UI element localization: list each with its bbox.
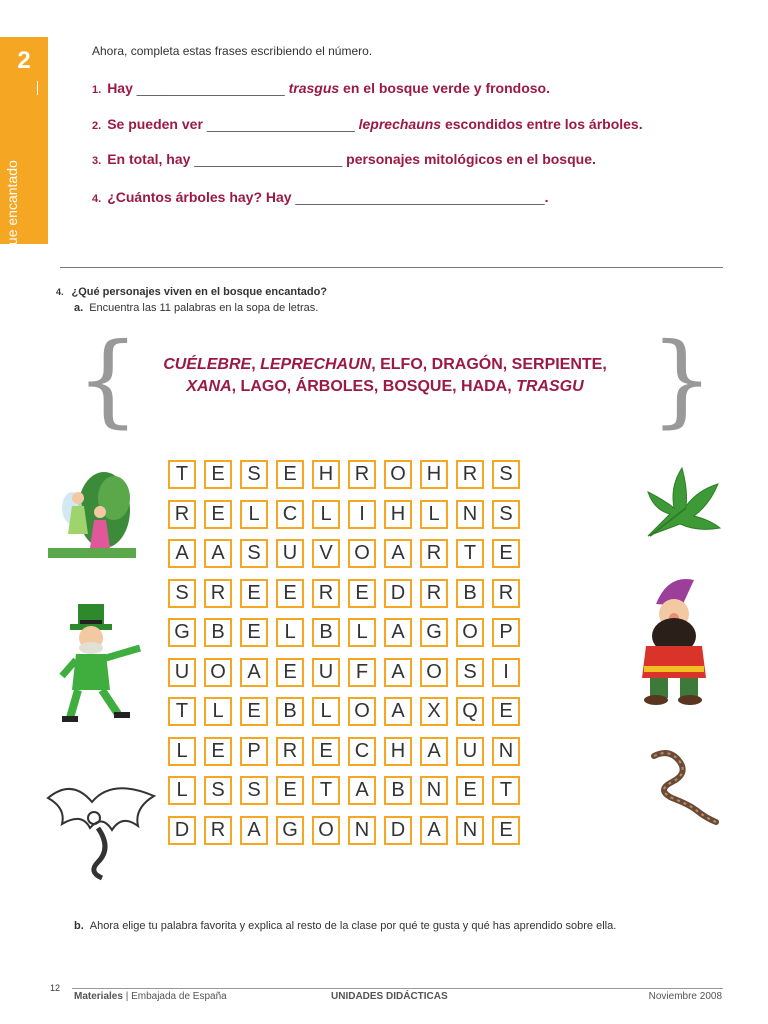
grid-cell[interactable]: T [492, 776, 520, 805]
grid-cell[interactable]: S [492, 500, 520, 529]
grid-cell[interactable]: R [312, 579, 340, 608]
grid-cell[interactable]: L [168, 776, 196, 805]
grid-cell[interactable]: T [312, 776, 340, 805]
grid-cell[interactable]: E [276, 460, 304, 489]
grid-cell[interactable]: G [276, 816, 304, 845]
question-4: 4. ¿Qué personajes viven en el bosque encantado? [56, 286, 328, 298]
grid-cell[interactable]: S [168, 579, 196, 608]
grid-cell[interactable]: B [312, 618, 340, 647]
grid-cell[interactable]: E [492, 697, 520, 726]
trasgu-illustration [624, 574, 726, 708]
grid-cell[interactable]: L [348, 618, 376, 647]
grid-cell[interactable]: R [420, 539, 448, 568]
question-4a: a. Encuentra las 11 palabras en la sopa de letras. [74, 302, 319, 314]
grid-cell[interactable]: E [276, 579, 304, 608]
grid-cell[interactable]: U [276, 539, 304, 568]
sentence-4: 4. ¿Cuántos árboles hay? Hay ________________________________. [92, 189, 549, 205]
grid-cell[interactable]: E [312, 737, 340, 766]
grid-row [168, 500, 608, 529]
grid-cell[interactable]: H [384, 500, 412, 529]
grid-cell[interactable]: S [240, 460, 268, 489]
grid-cell[interactable]: R [204, 816, 232, 845]
leprechaun-illustration [58, 600, 154, 728]
grid-cell[interactable]: I [348, 500, 376, 529]
grid-cell[interactable]: V [312, 539, 340, 568]
footer-left: Materiales | Embajada de España [74, 991, 227, 1002]
grid-cell[interactable]: D [384, 579, 412, 608]
grid-cell[interactable]: U [312, 658, 340, 687]
grid-cell[interactable]: A [240, 816, 268, 845]
grid-row [168, 737, 608, 766]
grid-cell[interactable]: O [312, 816, 340, 845]
unit-tab [0, 37, 48, 277]
fairies-illustration [44, 468, 136, 560]
footer-center: UNIDADES DIDÁCTICAS [331, 991, 448, 1002]
grid-cell[interactable]: O [348, 539, 376, 568]
grid-cell[interactable]: B [204, 618, 232, 647]
grid-cell[interactable]: X [420, 697, 448, 726]
grid-cell[interactable]: O [384, 460, 412, 489]
grid-row [168, 816, 608, 845]
grid-cell[interactable]: N [348, 816, 376, 845]
grid-cell[interactable]: S [204, 776, 232, 805]
grid-cell[interactable]: A [168, 539, 196, 568]
grid-row [168, 618, 608, 647]
footer-right: Noviembre 2008 [648, 991, 722, 1002]
grid-cell[interactable]: L [168, 737, 196, 766]
grid-cell[interactable]: L [420, 500, 448, 529]
grid-cell[interactable]: L [204, 697, 232, 726]
word-bank-line-2: XANA, LAGO, ÁRBOLES, BOSQUE, HADA, TRASGU [186, 378, 584, 395]
word-bank-line-1: CUÉLEBRE, LEPRECHAUN, ELFO, DRAGÓN, SERPIENTE, [163, 356, 607, 373]
grid-cell[interactable]: E [276, 776, 304, 805]
intro-text: Ahora, completa estas frases escribiendo el número. [92, 44, 373, 58]
grid-cell[interactable]: C [348, 737, 376, 766]
sentence-3: 3. En total, hay ___________________ personajes mitológicos en el bosque. [92, 151, 596, 167]
grid-cell[interactable]: E [492, 816, 520, 845]
grid-cell[interactable]: R [456, 460, 484, 489]
section-divider [60, 267, 723, 268]
word-search-grid [168, 460, 608, 855]
grid-cell[interactable]: R [348, 460, 376, 489]
grid-cell[interactable]: R [276, 737, 304, 766]
grid-cell[interactable]: O [348, 697, 376, 726]
grid-cell[interactable]: E [240, 697, 268, 726]
grid-row [168, 697, 608, 726]
grid-cell[interactable]: H [420, 460, 448, 489]
grid-cell[interactable]: D [168, 816, 196, 845]
grid-row [168, 658, 608, 687]
grid-cell[interactable]: C [276, 500, 304, 529]
grid-cell[interactable]: I [492, 658, 520, 687]
grid-row [168, 776, 608, 805]
grid-cell[interactable]: F [348, 658, 376, 687]
grid-cell[interactable]: O [420, 658, 448, 687]
page-number: 12 [50, 983, 61, 993]
grid-cell[interactable]: G [420, 618, 448, 647]
grid-cell[interactable]: O [204, 658, 232, 687]
grid-cell[interactable]: E [204, 737, 232, 766]
grid-row [168, 579, 608, 608]
dragon-illustration [42, 778, 162, 882]
leaf-illustration [640, 462, 724, 546]
grid-cell[interactable]: E [240, 618, 268, 647]
question-4b: b. Ahora elige tu palabra favorita y explica al resto de la clase por qué te gusta y qué has aprendido sobre ella. [74, 920, 617, 932]
grid-cell[interactable]: T [168, 460, 196, 489]
unit-title: Bosque encantado [4, 160, 20, 277]
grid-cell[interactable]: A [384, 697, 412, 726]
grid-cell[interactable]: U [168, 658, 196, 687]
sentence-2: 2. Se pueden ver ___________________ leprechauns escondidos entre los árboles. [92, 116, 643, 132]
grid-cell[interactable]: S [492, 460, 520, 489]
grid-cell[interactable]: A [420, 816, 448, 845]
grid-row [168, 539, 608, 568]
grid-cell[interactable]: A [204, 539, 232, 568]
grid-cell[interactable]: L [312, 697, 340, 726]
grid-cell[interactable]: N [456, 500, 484, 529]
grid-cell[interactable]: O [456, 618, 484, 647]
grid-cell[interactable]: H [384, 737, 412, 766]
grid-cell[interactable]: E [204, 460, 232, 489]
sentence-1: 1. Hay ___________________ trasgus en el bosque verde y frondoso. [92, 80, 550, 96]
answer-blank-2[interactable]: ___________________ [206, 116, 355, 132]
grid-cell[interactable]: A [384, 618, 412, 647]
grid-cell[interactable]: R [420, 579, 448, 608]
right-brace: } [650, 321, 714, 438]
grid-cell[interactable]: E [204, 500, 232, 529]
footer-divider [72, 988, 723, 989]
grid-cell[interactable]: E [456, 776, 484, 805]
grid-cell[interactable]: S [240, 539, 268, 568]
grid-cell[interactable]: S [240, 776, 268, 805]
unit-number: 2 [17, 47, 31, 74]
grid-cell[interactable]: T [456, 539, 484, 568]
answer-blank-1[interactable]: ___________________ [136, 80, 285, 96]
grid-cell[interactable]: Q [456, 697, 484, 726]
grid-cell[interactable]: L [312, 500, 340, 529]
unit-tab-divider [37, 81, 38, 95]
grid-cell[interactable]: B [276, 697, 304, 726]
grid-cell[interactable]: T [168, 697, 196, 726]
grid-cell[interactable]: N [420, 776, 448, 805]
grid-cell[interactable]: A [384, 539, 412, 568]
left-brace: { [76, 321, 140, 438]
grid-cell[interactable]: U [456, 737, 484, 766]
grid-row [168, 460, 608, 489]
grid-cell[interactable]: A [420, 737, 448, 766]
grid-cell[interactable]: A [348, 776, 376, 805]
grid-cell[interactable]: R [492, 579, 520, 608]
grid-cell[interactable]: E [348, 579, 376, 608]
grid-cell[interactable]: H [312, 460, 340, 489]
grid-cell[interactable]: S [456, 658, 484, 687]
grid-cell[interactable]: R [204, 579, 232, 608]
grid-cell[interactable]: A [384, 658, 412, 687]
grid-cell[interactable]: L [276, 618, 304, 647]
grid-cell[interactable]: B [456, 579, 484, 608]
grid-cell[interactable]: E [492, 539, 520, 568]
grid-cell[interactable]: R [168, 500, 196, 529]
grid-cell[interactable]: E [240, 579, 268, 608]
answer-blank-3[interactable]: ___________________ [194, 151, 343, 167]
grid-cell[interactable]: G [168, 618, 196, 647]
grid-cell[interactable]: N [492, 737, 520, 766]
snake-illustration [648, 748, 722, 826]
grid-cell[interactable]: L [240, 500, 268, 529]
grid-cell[interactable]: P [492, 618, 520, 647]
grid-cell[interactable]: A [240, 658, 268, 687]
grid-cell[interactable]: N [456, 816, 484, 845]
grid-cell[interactable]: B [384, 776, 412, 805]
grid-cell[interactable]: D [384, 816, 412, 845]
grid-cell[interactable]: E [276, 658, 304, 687]
grid-cell[interactable]: P [240, 737, 268, 766]
answer-blank-4[interactable]: ________________________________ [295, 189, 545, 205]
